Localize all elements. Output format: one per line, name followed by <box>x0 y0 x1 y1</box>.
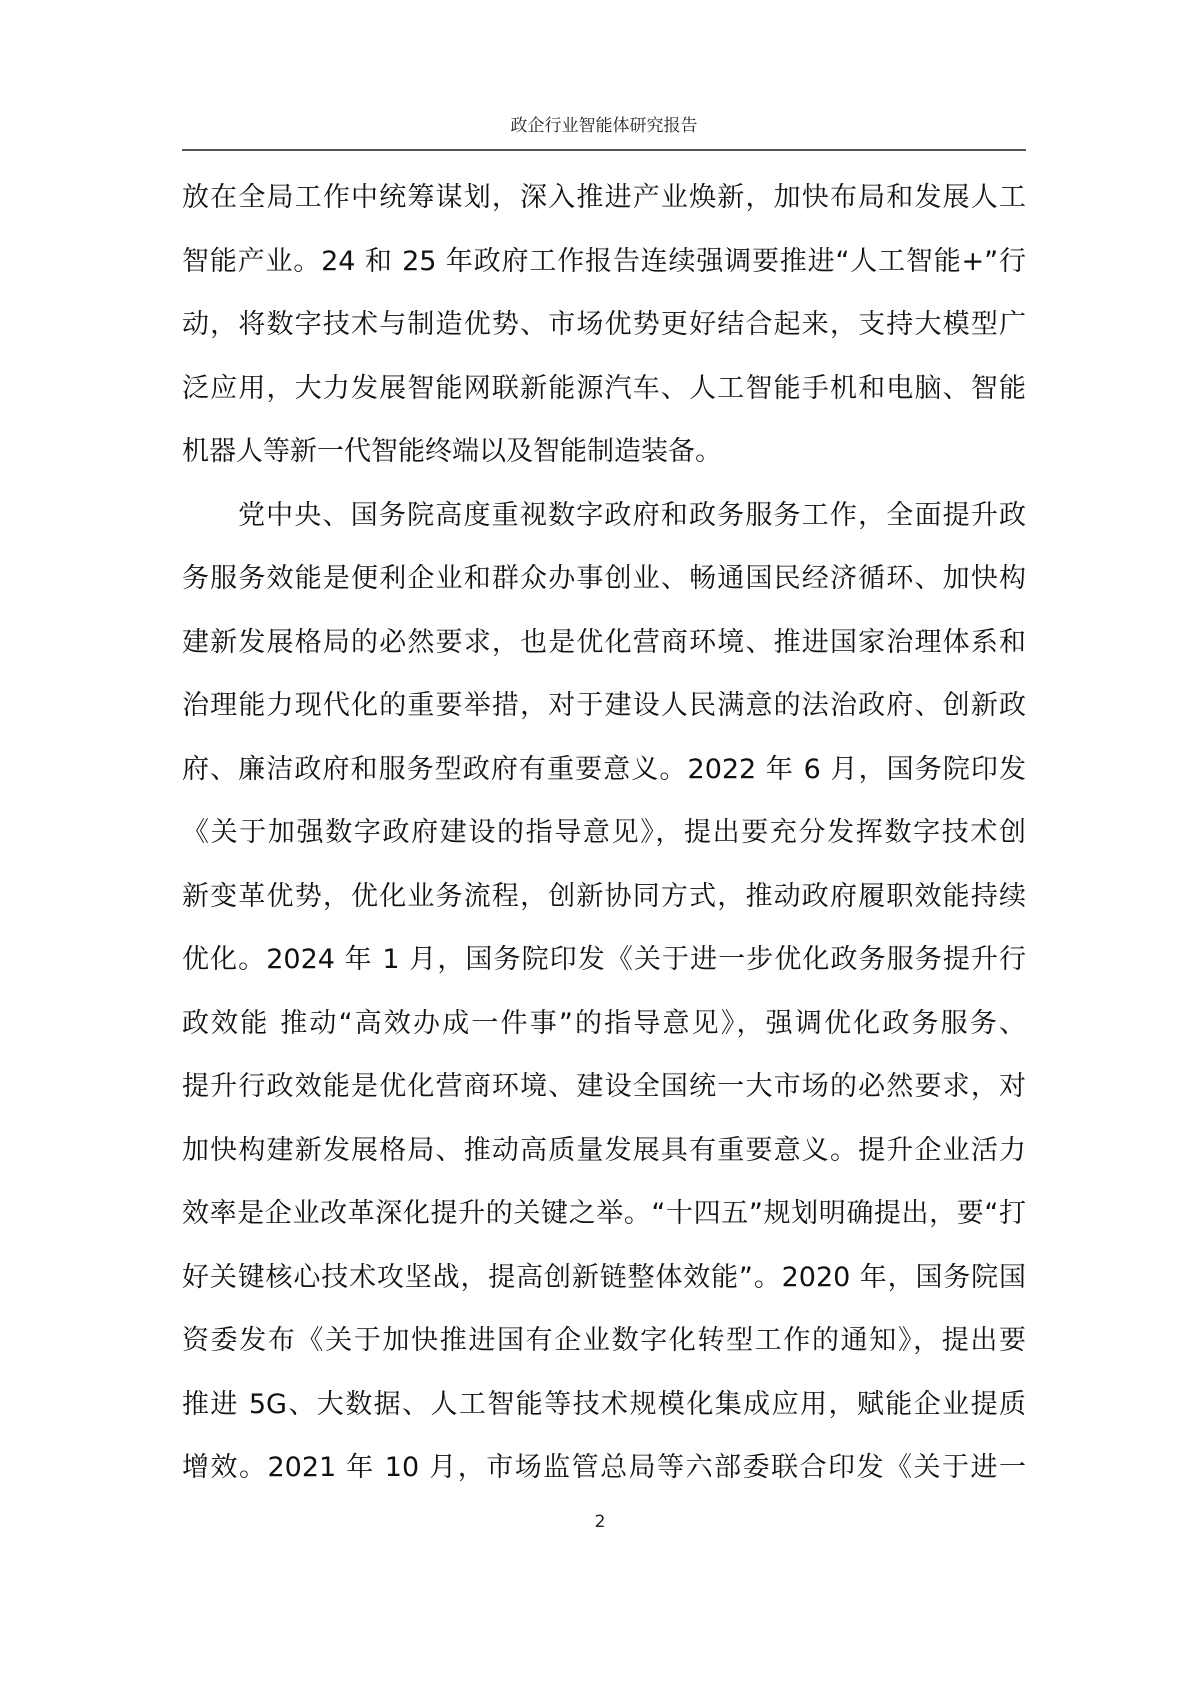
text-line: 机器人等新一代智能终端以及智能制造装备。 <box>182 436 722 467</box>
paragraph <box>182 484 1026 1500</box>
text-line: 府、廉洁政府和服务型政府有重要意义。2022 年 6 月，国务院印发 <box>182 753 1026 785</box>
text-line: 资委发布《关于加快推进国有企业数字化转型工作的通知》，提出要 <box>182 1325 1026 1356</box>
text-line: 动，将数字技术与制造优势、市场优势更好结合起来，支持大模型广 <box>182 309 1026 340</box>
text-line: 提升行政效能是优化营商环境、建设全国统一大市场的必然要求，对 <box>182 1071 1026 1102</box>
text-line: 优化。2024 年 1 月，国务院印发《关于进一步优化政务服务提升行 <box>182 944 1026 975</box>
header-divider <box>182 149 1026 151</box>
text-line: 党中央、国务院高度重视数字政府和政务服务工作，全面提升政 <box>238 499 1026 531</box>
text-line: 智能产业。24 和 25 年政府工作报告连续强调要推进“人工智能+”行 <box>182 245 1026 277</box>
text-line: 泛应用，大力发展智能网联新能源汽车、人工智能手机和电脑、智能 <box>182 372 1026 404</box>
page-number: 2 <box>594 1512 606 1532</box>
text-line: 好关键核心技术攻坚战，提高创新链整体效能”。2020 年，国务院国 <box>182 1261 1026 1293</box>
running-header: 政企行业智能体研究报告 <box>510 116 698 136</box>
text-line: 效率是企业改革深化提升的关键之举。“十四五”规划明确提出，要“打 <box>182 1198 1026 1229</box>
text-line: 推进 5G、大数据、人工智能等技术规模化集成应用，赋能企业提质 <box>182 1388 1026 1420</box>
paragraph <box>182 166 1026 484</box>
text-line: 务服务效能是便利企业和群众办事创业、畅通国民经济循环、加快构 <box>182 563 1026 594</box>
text-line: 新变革优势，优化业务流程，创新协同方式，推动政府履职效能持续 <box>182 880 1026 912</box>
document-body <box>182 166 1026 1500</box>
text-line: 增效。2021 年 10 月，市场监管总局等六部委联合印发《关于进一 <box>182 1452 1026 1483</box>
text-line: 政效能 推动“高效办成一件事”的指导意见》，强调优化政务服务、 <box>182 1007 1026 1039</box>
text-line: 加快构建新发展格局、推动高质量发展具有重要意义。提升企业活力 <box>182 1134 1026 1166</box>
text-line: 建新发展格局的必然要求，也是优化营商环境、推进国家治理体系和 <box>182 626 1026 658</box>
text-line: 《关于加强数字政府建设的指导意见》，提出要充分发挥数字技术创 <box>182 817 1026 848</box>
text-line: 治理能力现代化的重要举措，对于建设人民满意的法治政府、创新政 <box>182 690 1026 721</box>
text-line: 放在全局工作中统筹谋划，深入推进产业焕新，加快布局和发展人工 <box>182 182 1026 213</box>
